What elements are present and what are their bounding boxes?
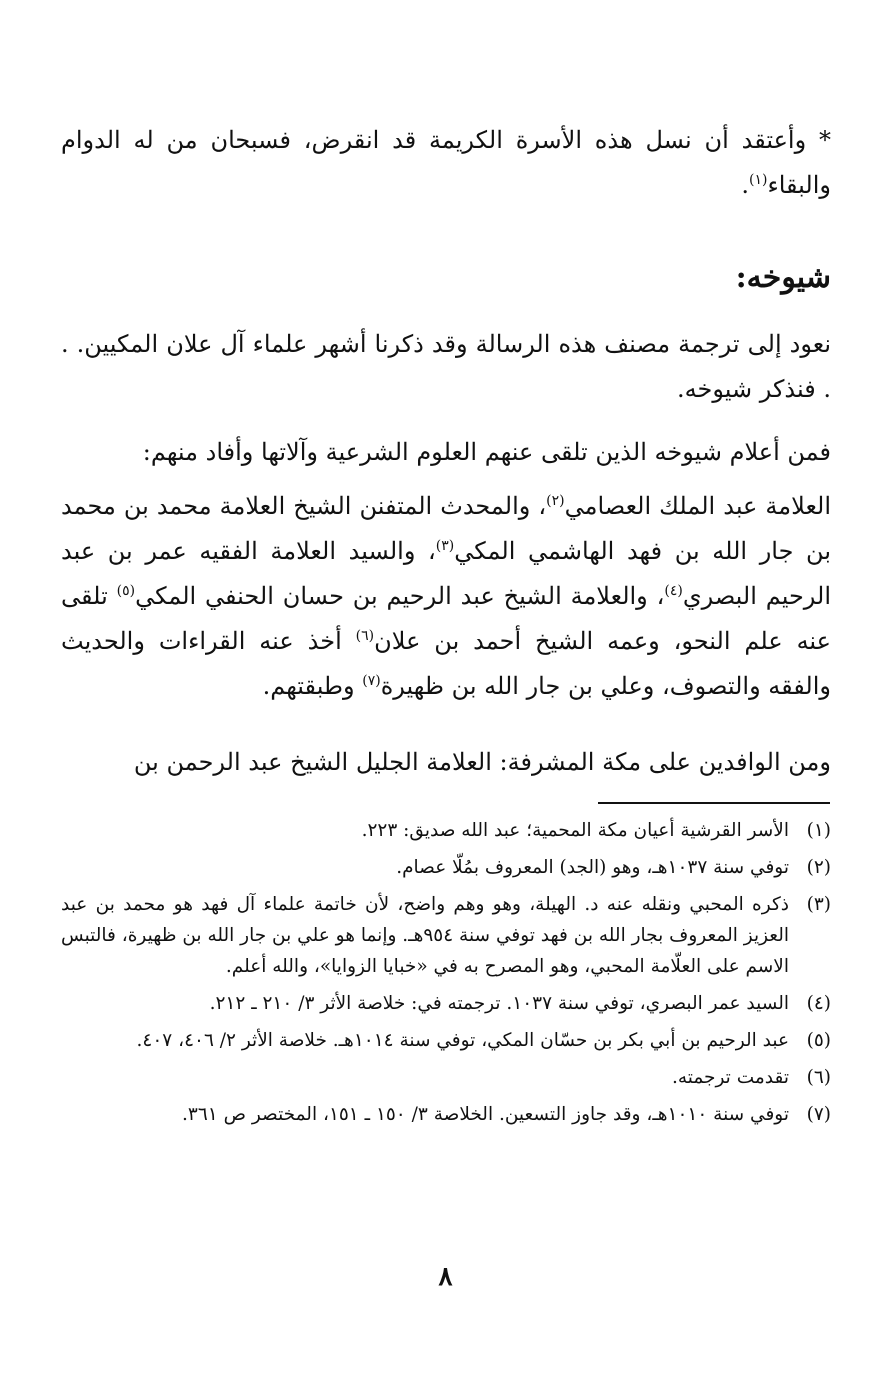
section-heading: شيوخه: xyxy=(735,260,831,295)
paragraph-teachers-intro: فمن أعلام شيوخه الذين تلقى عنهم العلوم الشرعية وآلاتها وأفاد منهم: xyxy=(142,438,831,466)
intro-end: . xyxy=(741,171,749,199)
footnote-number: (٣) xyxy=(806,894,831,915)
teachers-text-6: أخذ عنه القراءات والحديث والفقه والتصوف، وعلي بن جار الله بن ظهيرة xyxy=(61,627,831,700)
paragraph-visitors: ومن الوافدين على مكة المشرفة: العلامة الجليل الشيخ عبد الرحمن بن xyxy=(133,748,831,776)
footnote-7 xyxy=(61,1099,831,1130)
footnote-text: ذكره المحبي ونقله عنه د. الهيلة، وهو وهم واضح، لأن خاتمة علماء آل فهد هو محمد بن عبد العزيز المعروف بجار الله بن فهد توفي سنة ٩٥٤هـ. وإنما هو علي بن جار الله بن ظهيرة، فالتبس الاسم على العلّامة المحبي، وهو المصرح به في «خبايا الزوايا»، والله أعلم. xyxy=(61,894,790,977)
footnote-ref-7: (٧) xyxy=(362,673,381,689)
footnotes-list xyxy=(61,815,831,1136)
footnote-ref-4: (٤) xyxy=(664,583,683,599)
footnote-ref-1: (١) xyxy=(748,172,768,188)
footnote-1 xyxy=(61,815,831,846)
footnote-ref-6: (٦) xyxy=(355,628,375,644)
footnote-number: (٤) xyxy=(806,993,831,1014)
intro-text: وأعتقد أن نسل هذه الأسرة الكريمة قد انقرض، فسبحان من له الدوام والبقاء xyxy=(61,126,831,199)
footnote-number: (٦) xyxy=(806,1067,831,1088)
footnote-2 xyxy=(61,852,831,883)
teachers-text-4: ، والعلامة الشيخ عبد الرحيم بن حسان الحنفي المكي xyxy=(135,582,665,610)
asterisk-icon: * xyxy=(819,126,831,154)
teachers-text-1: العلامة عبد الملك العصامي xyxy=(564,492,832,520)
footnote-divider xyxy=(598,802,830,804)
footnote-number: (٧) xyxy=(806,1104,831,1125)
footnote-number: (٥) xyxy=(806,1030,831,1051)
footnote-6 xyxy=(61,1062,831,1093)
intro-paragraph xyxy=(61,118,831,208)
footnote-ref-2: (٢) xyxy=(546,493,565,509)
footnote-ref-3: (٣) xyxy=(435,538,455,554)
paragraph-teachers-list xyxy=(61,484,831,709)
paragraph-return: نعود إلى ترجمة مصنف هذه الرسالة وقد ذكرنا أشهر علماء آل علان المكيين. . . فنذكر شيوخه. xyxy=(61,330,831,403)
footnote-text: الأسر القرشية أعيان مكة المحمية؛ عبد الله صديق: ٢٢٣. xyxy=(361,820,789,841)
footnote-text: السيد عمر البصري، توفي سنة ١٠٣٧. ترجمته في: خلاصة الأثر ٣/ ٢١٠ ـ ٢١٢. xyxy=(209,993,789,1014)
footnote-text: عبد الرحيم بن أبي بكر بن حسّان المكي، توفي سنة ١٠١٤هـ. خلاصة الأثر ٢/ ٤٠٦، ٤٠٧. xyxy=(136,1030,789,1051)
footnote-5 xyxy=(61,1025,831,1056)
teachers-text-5: تلقى عنه علم النحو، وعمه الشيخ أحمد بن علان xyxy=(61,582,831,655)
teachers-text-3: ، والسيد العلامة الفقيه عمر بن عبد الرحيم البصري xyxy=(61,537,831,610)
page-number: ٨ xyxy=(438,1262,453,1292)
footnote-text: توفي سنة ١٠٣٧هـ، وهو (الجد) المعروف بمُلّا عصام. xyxy=(396,857,789,878)
footnote-number: (١) xyxy=(806,820,831,841)
footnote-ref-5: (٥) xyxy=(116,583,136,599)
teachers-text-7: وطبقتهم. xyxy=(262,672,363,700)
footnote-text: توفي سنة ١٠١٠هـ، وقد جاوز التسعين. الخلاصة ٣/ ١٥٠ ـ ١٥١، المختصر ص ٣٦١. xyxy=(182,1104,789,1125)
footnote-text: تقدمت ترجمته. xyxy=(671,1067,789,1088)
footnote-4 xyxy=(61,988,831,1019)
footnote-3 xyxy=(61,889,831,982)
teachers-text-2: ، والمحدث المتفنن الشيخ العلامة محمد بن محمد بن جار الله بن فهد الهاشمي المكي xyxy=(61,492,831,565)
footnote-number: (٢) xyxy=(806,857,831,878)
